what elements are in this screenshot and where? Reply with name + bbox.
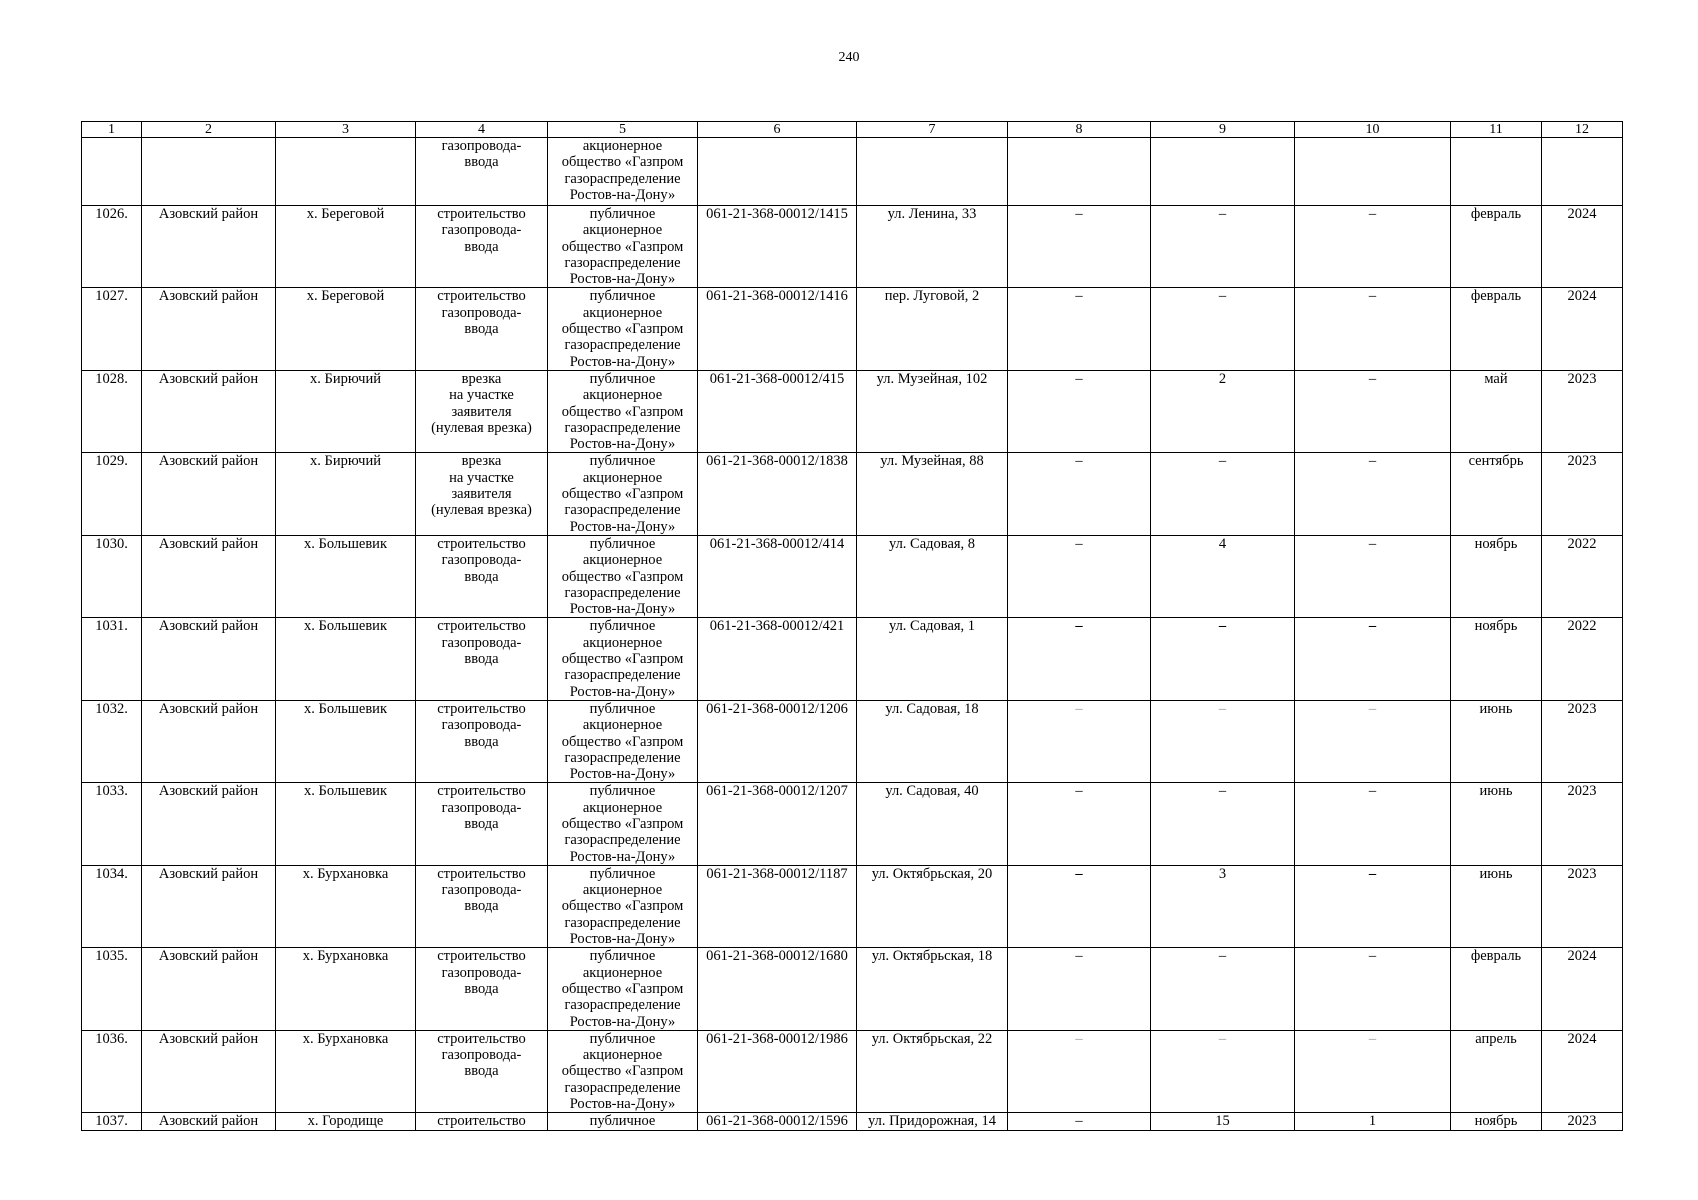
code-cell: 061-21-368-00012/1986 xyxy=(698,1030,857,1112)
organization-cell: акционерное общество «Газпром газораспределение Ростов-на-Дону» xyxy=(548,138,698,206)
organization-cell: публичное xyxy=(548,1113,698,1131)
table-row xyxy=(82,453,1623,535)
locality-cell: х. Большевик xyxy=(276,535,416,617)
year-cell: 2022 xyxy=(1542,618,1623,700)
table-body xyxy=(82,122,1623,1131)
code-cell xyxy=(698,138,857,206)
row-number: 1034. xyxy=(82,865,142,947)
table-row xyxy=(82,370,1623,452)
row-number: 1029. xyxy=(82,453,142,535)
column-9-cell: 2 xyxy=(1151,370,1295,452)
column-8-cell: – xyxy=(1008,453,1151,535)
column-9-cell: – xyxy=(1151,1030,1295,1112)
month-cell xyxy=(1451,138,1542,206)
district-cell: Азовский район xyxy=(142,1113,276,1131)
column-8-cell: – xyxy=(1008,1030,1151,1112)
column-9-cell: – xyxy=(1151,700,1295,782)
district-cell: Азовский район xyxy=(142,535,276,617)
column-number: 1 xyxy=(82,122,142,138)
month-cell: июнь xyxy=(1451,700,1542,782)
row-number: 1037. xyxy=(82,1113,142,1131)
locality-cell: х. Бирючий xyxy=(276,453,416,535)
column-8-cell: – xyxy=(1008,1113,1151,1131)
column-10-cell: – xyxy=(1295,370,1451,452)
work-type-cell: строительство xyxy=(416,1113,548,1131)
address-cell: ул. Октябрьская, 22 xyxy=(857,1030,1008,1112)
table-row xyxy=(82,288,1623,370)
work-type-cell: строительство газопровода- ввода xyxy=(416,948,548,1030)
month-cell: апрель xyxy=(1451,1030,1542,1112)
year-cell: 2024 xyxy=(1542,288,1623,370)
work-type-cell: строительство газопровода- ввода xyxy=(416,783,548,865)
locality-cell: х. Береговой xyxy=(276,288,416,370)
code-cell: 061-21-368-00012/1416 xyxy=(698,288,857,370)
row-number xyxy=(82,138,142,206)
organization-cell: публичное акционерное общество «Газпром газораспределение Ростов-на-Дону» xyxy=(548,535,698,617)
column-9-cell: – xyxy=(1151,783,1295,865)
code-cell: 061-21-368-00012/1838 xyxy=(698,453,857,535)
locality-cell: х. Большевик xyxy=(276,700,416,782)
column-9-cell: – xyxy=(1151,453,1295,535)
year-cell: 2024 xyxy=(1542,206,1623,288)
table-row xyxy=(82,535,1623,617)
code-cell: 061-21-368-00012/1415 xyxy=(698,206,857,288)
column-9-cell: – xyxy=(1151,948,1295,1030)
organization-cell: публичное акционерное общество «Газпром газораспределение Ростов-на-Дону» xyxy=(548,370,698,452)
column-10-cell: – xyxy=(1295,783,1451,865)
address-cell: пер. Луговой, 2 xyxy=(857,288,1008,370)
locality-cell: х. Большевик xyxy=(276,783,416,865)
column-number: 7 xyxy=(857,122,1008,138)
code-cell: 061-21-368-00012/1207 xyxy=(698,783,857,865)
work-type-cell: строительство газопровода- ввода xyxy=(416,618,548,700)
month-cell: ноябрь xyxy=(1451,1113,1542,1131)
column-9-cell xyxy=(1151,138,1295,206)
row-number: 1028. xyxy=(82,370,142,452)
month-cell: февраль xyxy=(1451,206,1542,288)
code-cell: 061-21-368-00012/421 xyxy=(698,618,857,700)
locality-cell xyxy=(276,138,416,206)
work-type-cell: строительство газопровода- ввода xyxy=(416,1030,548,1112)
column-8-cell: – xyxy=(1008,783,1151,865)
column-9-cell: – xyxy=(1151,206,1295,288)
district-cell: Азовский район xyxy=(142,370,276,452)
work-type-cell: строительство газопровода- ввода xyxy=(416,288,548,370)
column-8-cell: – xyxy=(1008,865,1151,947)
code-cell: 061-21-368-00012/1680 xyxy=(698,948,857,1030)
month-cell: май xyxy=(1451,370,1542,452)
column-8-cell: – xyxy=(1008,288,1151,370)
month-cell: июнь xyxy=(1451,783,1542,865)
row-number: 1027. xyxy=(82,288,142,370)
year-cell: 2023 xyxy=(1542,865,1623,947)
column-number-row xyxy=(82,122,1623,138)
row-number: 1033. xyxy=(82,783,142,865)
district-cell: Азовский район xyxy=(142,206,276,288)
column-8-cell: – xyxy=(1008,535,1151,617)
address-cell: ул. Садовая, 1 xyxy=(857,618,1008,700)
district-cell: Азовский район xyxy=(142,618,276,700)
organization-cell: публичное акционерное общество «Газпром газораспределение Ростов-на-Дону» xyxy=(548,700,698,782)
column-8-cell: – xyxy=(1008,206,1151,288)
code-cell: 061-21-368-00012/1187 xyxy=(698,865,857,947)
year-cell: 2024 xyxy=(1542,948,1623,1030)
column-10-cell: – xyxy=(1295,288,1451,370)
row-number: 1030. xyxy=(82,535,142,617)
year-cell: 2024 xyxy=(1542,1030,1623,1112)
column-10-cell: – xyxy=(1295,865,1451,947)
district-cell: Азовский район xyxy=(142,948,276,1030)
month-cell: ноябрь xyxy=(1451,535,1542,617)
address-cell: ул. Придорожная, 14 xyxy=(857,1113,1008,1131)
work-type-cell: врезка на участке заявителя (нулевая врезка) xyxy=(416,453,548,535)
column-number: 11 xyxy=(1451,122,1542,138)
organization-cell: публичное акционерное общество «Газпром газораспределение Ростов-на-Дону» xyxy=(548,1030,698,1112)
address-cell: ул. Садовая, 18 xyxy=(857,700,1008,782)
organization-cell: публичное акционерное общество «Газпром газораспределение Ростов-на-Дону» xyxy=(548,948,698,1030)
month-cell: сентябрь xyxy=(1451,453,1542,535)
district-cell: Азовский район xyxy=(142,1030,276,1112)
work-type-cell: газопровода- ввода xyxy=(416,138,548,206)
address-cell: ул. Музейная, 102 xyxy=(857,370,1008,452)
year-cell: 2023 xyxy=(1542,700,1623,782)
column-8-cell: – xyxy=(1008,370,1151,452)
column-9-cell: 15 xyxy=(1151,1113,1295,1131)
column-number: 6 xyxy=(698,122,857,138)
year-cell: 2022 xyxy=(1542,535,1623,617)
column-number: 9 xyxy=(1151,122,1295,138)
row-number: 1031. xyxy=(82,618,142,700)
organization-cell: публичное акционерное общество «Газпром газораспределение Ростов-на-Дону» xyxy=(548,618,698,700)
column-9-cell: 3 xyxy=(1151,865,1295,947)
locality-cell: х. Береговой xyxy=(276,206,416,288)
district-cell xyxy=(142,138,276,206)
continuation-row xyxy=(82,138,1623,206)
column-8-cell xyxy=(1008,138,1151,206)
locality-cell: х. Бурхановка xyxy=(276,865,416,947)
address-cell: ул. Музейная, 88 xyxy=(857,453,1008,535)
column-9-cell: – xyxy=(1151,288,1295,370)
address-cell: ул. Садовая, 8 xyxy=(857,535,1008,617)
work-type-cell: строительство газопровода- ввода xyxy=(416,865,548,947)
table-row xyxy=(82,700,1623,782)
column-10-cell: – xyxy=(1295,618,1451,700)
year-cell: 2023 xyxy=(1542,370,1623,452)
column-number: 8 xyxy=(1008,122,1151,138)
code-cell: 061-21-368-00012/414 xyxy=(698,535,857,617)
page-number: 240 xyxy=(838,50,860,65)
column-10-cell: – xyxy=(1295,206,1451,288)
column-8-cell: – xyxy=(1008,700,1151,782)
locality-cell: х. Бурхановка xyxy=(276,1030,416,1112)
column-10-cell: – xyxy=(1295,948,1451,1030)
month-cell: ноябрь xyxy=(1451,618,1542,700)
column-8-cell: – xyxy=(1008,948,1151,1030)
table-row xyxy=(82,783,1623,865)
table-row xyxy=(82,206,1623,288)
column-number: 10 xyxy=(1295,122,1451,138)
organization-cell: публичное акционерное общество «Газпром газораспределение Ростов-на-Дону» xyxy=(548,206,698,288)
work-type-cell: строительство газопровода- ввода xyxy=(416,206,548,288)
column-number: 5 xyxy=(548,122,698,138)
year-cell: 2023 xyxy=(1542,1113,1623,1131)
organization-cell: публичное акционерное общество «Газпром газораспределение Ростов-на-Дону» xyxy=(548,783,698,865)
organization-cell: публичное акционерное общество «Газпром газораспределение Ростов-на-Дону» xyxy=(548,453,698,535)
year-cell: 2023 xyxy=(1542,453,1623,535)
month-cell: февраль xyxy=(1451,288,1542,370)
register-table xyxy=(81,121,1623,1131)
address-cell xyxy=(857,138,1008,206)
year-cell: 2023 xyxy=(1542,783,1623,865)
work-type-cell: строительство газопровода- ввода xyxy=(416,700,548,782)
column-number: 12 xyxy=(1542,122,1623,138)
column-10-cell: 1 xyxy=(1295,1113,1451,1131)
district-cell: Азовский район xyxy=(142,453,276,535)
column-number: 3 xyxy=(276,122,416,138)
organization-cell: публичное акционерное общество «Газпром газораспределение Ростов-на-Дону» xyxy=(548,288,698,370)
district-cell: Азовский район xyxy=(142,865,276,947)
table-row xyxy=(82,865,1623,947)
month-cell: февраль xyxy=(1451,948,1542,1030)
column-8-cell: – xyxy=(1008,618,1151,700)
locality-cell: х. Бурхановка xyxy=(276,948,416,1030)
address-cell: ул. Октябрьская, 20 xyxy=(857,865,1008,947)
column-10-cell xyxy=(1295,138,1451,206)
district-cell: Азовский район xyxy=(142,288,276,370)
address-cell: ул. Садовая, 40 xyxy=(857,783,1008,865)
organization-cell: публичное акционерное общество «Газпром газораспределение Ростов-на-Дону» xyxy=(548,865,698,947)
address-cell: ул. Ленина, 33 xyxy=(857,206,1008,288)
column-number: 2 xyxy=(142,122,276,138)
district-cell: Азовский район xyxy=(142,700,276,782)
locality-cell: х. Городище xyxy=(276,1113,416,1131)
column-10-cell: – xyxy=(1295,535,1451,617)
table-row xyxy=(82,948,1623,1030)
locality-cell: х. Большевик xyxy=(276,618,416,700)
row-number: 1035. xyxy=(82,948,142,1030)
column-9-cell: 4 xyxy=(1151,535,1295,617)
column-9-cell: – xyxy=(1151,618,1295,700)
month-cell: июнь xyxy=(1451,865,1542,947)
district-cell: Азовский район xyxy=(142,783,276,865)
row-number: 1032. xyxy=(82,700,142,782)
year-cell xyxy=(1542,138,1623,206)
work-type-cell: врезка на участке заявителя (нулевая врезка) xyxy=(416,370,548,452)
column-number: 4 xyxy=(416,122,548,138)
code-cell: 061-21-368-00012/415 xyxy=(698,370,857,452)
locality-cell: х. Бирючий xyxy=(276,370,416,452)
code-cell: 061-21-368-00012/1596 xyxy=(698,1113,857,1131)
table-row xyxy=(82,1030,1623,1112)
table-row xyxy=(82,618,1623,700)
row-number: 1026. xyxy=(82,206,142,288)
address-cell: ул. Октябрьская, 18 xyxy=(857,948,1008,1030)
column-10-cell: – xyxy=(1295,1030,1451,1112)
code-cell: 061-21-368-00012/1206 xyxy=(698,700,857,782)
column-10-cell: – xyxy=(1295,700,1451,782)
row-number: 1036. xyxy=(82,1030,142,1112)
column-10-cell: – xyxy=(1295,453,1451,535)
work-type-cell: строительство газопровода- ввода xyxy=(416,535,548,617)
table-row xyxy=(82,1113,1623,1131)
